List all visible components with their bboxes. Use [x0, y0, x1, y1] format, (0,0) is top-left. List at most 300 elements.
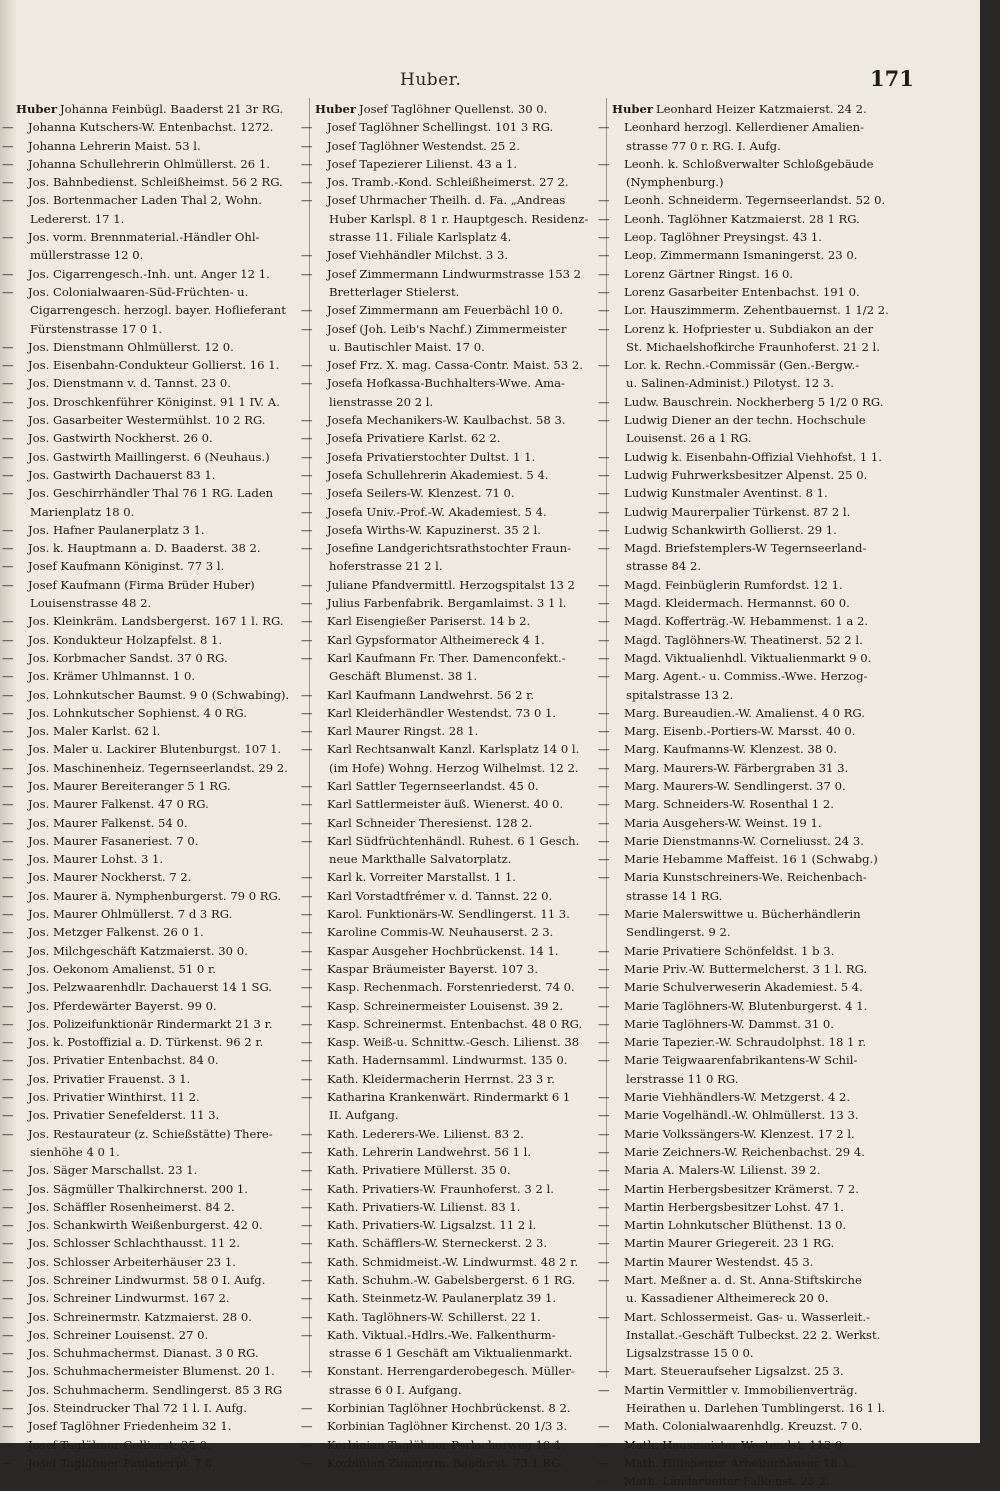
ditto-dash: — [2, 760, 14, 775]
entry-text: hoferstrasse 21 2 l. [329, 559, 443, 574]
entry-text: Kaspar Ausgeher Hochbrückenst. 14 1. [327, 943, 559, 958]
ditto-dash: — [598, 1273, 610, 1287]
ditto-dash: — [598, 1144, 610, 1159]
surname-heading: Huber [16, 102, 57, 116]
ditto-dash: — [301, 907, 313, 922]
ditto-dash: — [301, 376, 313, 391]
ditto-dash: — [301, 449, 313, 464]
directory-entry [598, 1106, 907, 1124]
ditto-dash: — [2, 449, 14, 464]
entry-continuation [612, 429, 907, 447]
entry-continuation [16, 301, 311, 319]
entry-text: Marie Taglöhners-W. Dammst. 31 0. [624, 1016, 834, 1031]
ditto-dash: — [301, 1126, 313, 1141]
entry-text: Karl Schneider Theresienst. 128 2. [327, 815, 533, 830]
ditto-dash: — [2, 577, 14, 592]
ditto-dash: — [301, 724, 313, 739]
directory-entry [2, 923, 311, 941]
entry-continuation [315, 228, 610, 246]
directory-entry [598, 356, 907, 374]
entry-text: Jos. Schuhmachermst. Dianast. 3 0 RG. [28, 1346, 259, 1361]
ditto-dash: — [2, 815, 14, 830]
directory-entry [598, 612, 907, 630]
directory-entry [2, 429, 311, 447]
directory-entry [2, 1326, 311, 1344]
ditto-dash: — [598, 650, 610, 665]
ditto-dash: — [301, 1455, 313, 1470]
entry-text: Jos. Dienstmann v. d. Tannst. 23 0. [28, 376, 231, 391]
entry-text: Josefine Landgerichtsrathstochter Fraun- [327, 541, 572, 556]
entry-text: Jos. Schreinermstr. Katzmaierst. 28 0. [28, 1309, 252, 1324]
directory-entry [598, 1271, 907, 1289]
entry-text: Jos. Polizeifunktionär Rindermarkt 21 3 r. [28, 1016, 273, 1031]
entry-text: Kasp. Weiß-u. Schnittw.-Gesch. Lilienst. 38 [327, 1035, 580, 1050]
entry-text: Jos. Hafner Paulanerplatz 3 1. [28, 522, 205, 537]
directory-entry [301, 1436, 610, 1454]
ditto-dash: — [301, 1437, 313, 1452]
ditto-dash: — [598, 961, 610, 976]
directory-entry [598, 393, 907, 411]
entry-text: Leop. Taglöhner Preysingst. 43 1. [624, 230, 822, 245]
entry-text: Jos. Säger Marschallst. 23 1. [28, 1163, 198, 1178]
ditto-dash: — [598, 1218, 610, 1233]
ditto-dash: — [301, 321, 313, 336]
directory-entry [2, 356, 311, 374]
surname-heading: Huber [315, 102, 356, 116]
ditto-dash: — [301, 486, 313, 501]
ditto-dash: — [301, 1163, 313, 1178]
entry-text: Maria Kunstschreiners-We. Reichenbach- [624, 870, 867, 885]
entry-text: Marie Teigwaarenfabrikantens-W Schil- [624, 1053, 858, 1068]
directory-entry [598, 631, 907, 649]
entry-text: Marg. Maurers-W. Sendlingerst. 37 0. [624, 778, 846, 793]
directory-entry [2, 1289, 311, 1307]
directory-entry [2, 978, 311, 996]
ditto-dash: — [598, 778, 610, 793]
entry-continuation [16, 594, 311, 612]
ditto-dash: — [301, 1053, 313, 1068]
entry-text: Josef Frz. X. mag. Cassa-Contr. Maist. 53 2. [327, 358, 583, 373]
ditto-dash: — [2, 669, 14, 684]
directory-entry [301, 1088, 610, 1106]
ditto-dash: — [598, 248, 610, 263]
ditto-dash: — [301, 778, 313, 793]
entry-text: Josef Taglöhner Gollierst. 35 0. [28, 1437, 211, 1452]
ditto-dash: — [598, 394, 610, 409]
directory-entry [301, 521, 610, 539]
entry-continuation [612, 1344, 907, 1362]
entry-text: St. Michaelshofkirche Fraunhoferst. 21 2 l. [626, 339, 880, 354]
ditto-dash: — [598, 833, 610, 848]
ditto-dash: — [598, 1309, 610, 1324]
entry-text: Josef Tapezierer Lilienst. 43 a 1. [327, 156, 517, 171]
entry-text: Jos. Korbmacher Sandst. 37 0 RG. [28, 650, 228, 665]
ditto-dash: — [598, 632, 610, 647]
ditto-dash: — [2, 1291, 14, 1306]
entry-text: Jos. Gasarbeiter Westermühlst. 10 2 RG. [28, 413, 266, 428]
entry-text: Martin Herbergsbesitzer Lohst. 47 1. [624, 1199, 844, 1214]
ditto-dash: — [301, 980, 313, 995]
ditto-dash: — [598, 742, 610, 757]
ditto-dash: — [2, 1382, 14, 1397]
ditto-dash: — [2, 339, 14, 354]
ditto-dash: — [598, 266, 610, 281]
entry-text: Karol. Funktionärs-W. Sendlingerst. 11 3. [327, 907, 570, 922]
directory-entry [301, 814, 610, 832]
entry-text: Jos. Privatier Frauenst. 3 1. [28, 1071, 191, 1086]
entry-text: Kath. Schmidmeist.-W. Lindwurmst. 48 2 r. [327, 1254, 579, 1269]
entry-text: Jos. Lohnkutscher Baumst. 9 0 (Schwabing). [28, 687, 290, 702]
ditto-dash: — [598, 1181, 610, 1196]
entry-text: Marie Volkssängers-W. Klenzest. 17 2 l. [624, 1126, 855, 1141]
entry-text: Josef Viehhändler Milchst. 3 3. [327, 248, 509, 263]
entry-text: Marie Privatiere Schönfeldst. 1 b 3. [624, 943, 835, 958]
ditto-dash: — [598, 358, 610, 373]
directory-entry [301, 1326, 610, 1344]
entry-text: Josefa Privatierstochter Dultst. 1 1. [327, 449, 536, 464]
ditto-dash: — [598, 1254, 610, 1269]
entry-text: Jos. Maler Karlst. 62 l. [28, 724, 161, 739]
entry-text: lerstrasse 11 0 RG. [626, 1071, 739, 1086]
ditto-dash: — [598, 522, 610, 537]
directory-entry [301, 1271, 610, 1289]
directory-entry [2, 191, 311, 209]
entry-text: Magd. Briefstemplers-W Tegernseerland- [624, 541, 867, 556]
ditto-dash: — [2, 376, 14, 391]
directory-entry [2, 1436, 311, 1454]
entry-text: Jos. Maurer Nockherst. 7 2. [28, 870, 192, 885]
ditto-dash: — [301, 888, 313, 903]
entry-text: Jos. Gastwirth Maillingerst. 6 (Neuhaus.) [28, 449, 270, 464]
directory-entry [2, 814, 311, 832]
entry-text: Jos. Maurer Lohst. 3 1. [28, 852, 164, 867]
entry-continuation [315, 1106, 610, 1124]
directory-entry [598, 448, 907, 466]
directory-entry [2, 137, 311, 155]
ditto-dash: — [301, 467, 313, 482]
directory-entry [598, 1198, 907, 1216]
directory-entry [301, 1143, 610, 1161]
entry-text: Jos. Schreiner Louisenst. 27 0. [28, 1327, 209, 1342]
directory-entry [301, 612, 610, 630]
ditto-dash: — [301, 1419, 313, 1434]
ditto-dash: — [2, 1199, 14, 1214]
ditto-dash: — [2, 138, 14, 153]
entry-continuation [315, 667, 610, 685]
entry-continuation [16, 210, 311, 228]
entry-text: Kath. Hadernsamml. Lindwurmst. 135 0. [327, 1053, 568, 1068]
ditto-dash: — [598, 614, 610, 629]
ditto-dash: — [2, 833, 14, 848]
entry-text: Jos. Pelzwaarenhdlr. Dachauerst 14 1 SG. [28, 980, 272, 995]
ditto-dash: — [301, 193, 313, 208]
entry-text: Jos. Maurer Ohlmüllerst. 7 d 3 RG. [28, 907, 233, 922]
directory-entry [301, 1198, 610, 1216]
entry-text: Josef Uhrmacher Theilh. d. Fa. „Andreas [327, 193, 566, 208]
ditto-dash: — [2, 1035, 14, 1050]
directory-entry [598, 1015, 907, 1033]
ditto-dash: — [598, 1016, 610, 1031]
ditto-dash: — [301, 596, 313, 611]
directory-entry [301, 301, 610, 319]
entry-continuation [612, 686, 907, 704]
entry-continuation [16, 1143, 311, 1161]
ditto-dash: — [2, 1327, 14, 1342]
entry-text: Ledererst. 17 1. [30, 211, 125, 226]
entry-text: spitalstrasse 13 2. [626, 687, 734, 702]
entry-continuation [315, 283, 610, 301]
ditto-dash: — [301, 1181, 313, 1196]
entry-continuation [612, 137, 907, 155]
directory-entry [301, 832, 610, 850]
ditto-dash: — [2, 1016, 14, 1031]
entry-text: Magd. Kleidermach. Hermannst. 60 0. [624, 596, 850, 611]
ditto-dash: — [2, 1071, 14, 1086]
ditto-dash: — [2, 1163, 14, 1178]
entry-text: Karl Rechtsanwalt Kanzl. Karlsplatz 14 0 l. [327, 742, 580, 757]
entry-text: Jos. Schreiner Lindwurmst. 58 0 I. Aufg. [28, 1273, 266, 1287]
ditto-dash: — [301, 925, 313, 940]
entry-text: Jos. Gastwirth Nockherst. 26 0. [28, 431, 213, 446]
ditto-dash: — [301, 1327, 313, 1342]
directory-entry [301, 1180, 610, 1198]
entry-text: Magd. Kofferträg.-W. Hebammenst. 1 a 2. [624, 614, 869, 629]
entry-text: Kasp. Schreinermeister Louisenst. 39 2. [327, 998, 564, 1013]
ditto-dash: — [301, 156, 313, 171]
directory-entry [2, 557, 311, 575]
ditto-dash: — [598, 1090, 610, 1105]
directory-entry [301, 1399, 610, 1417]
ditto-dash: — [301, 1254, 313, 1269]
entry-text: strasse 6 1 Geschäft am Viktualienmarkt. [329, 1346, 573, 1361]
directory-entry [301, 1289, 610, 1307]
ditto-dash: — [598, 1053, 610, 1068]
ditto-dash: — [2, 614, 14, 629]
ditto-dash: — [2, 687, 14, 702]
ditto-dash: — [2, 394, 14, 409]
entry-text: Leop. Zimmermann Ismaningerst. 23 0. [624, 248, 858, 263]
directory-entry [301, 484, 610, 502]
entry-text: Jos. Privatier Senefelderst. 11 3. [28, 1108, 220, 1123]
entry-text: strasse 14 1 RG. [626, 888, 723, 903]
entry-text: (Nymphenburg.) [626, 175, 724, 190]
entry-text: Math. Hausmeister Westendst. 113 0. [624, 1437, 847, 1452]
directory-entry [301, 704, 610, 722]
directory-entry [598, 539, 907, 557]
ditto-dash: — [598, 669, 610, 684]
ditto-dash: — [598, 1455, 610, 1470]
ditto-dash: — [2, 541, 14, 556]
entry-text: strasse 11. Filiale Karlsplatz 4. [329, 230, 512, 245]
directory-entry [2, 1381, 311, 1399]
ditto-dash: — [598, 193, 610, 208]
ditto-dash: — [301, 431, 313, 446]
ditto-dash: — [2, 120, 14, 135]
ditto-dash: — [301, 614, 313, 629]
directory-entry [301, 320, 610, 338]
entry-text: Leonh. Schneiderm. Tegernseerlandst. 52 0. [624, 193, 886, 208]
entry-text: Josefa Privatiere Karlst. 62 2. [327, 431, 501, 446]
entry-text: Marg. Kaufmanns-W. Klenzest. 38 0. [624, 742, 837, 757]
directory-entry [301, 686, 610, 704]
entry-text: Kath. Privatiers-W. Ligsalzst. 11 2 l. [327, 1218, 537, 1233]
ditto-dash: — [301, 815, 313, 830]
ditto-dash: — [301, 1401, 313, 1416]
ditto-dash: — [301, 961, 313, 976]
entry-text: Jos. Restaurateur (z. Schießstätte) There- [28, 1126, 273, 1141]
entry-text: Kath. Kleidermacherin Herrnst. 23 3 r. [327, 1071, 555, 1086]
entry-text: Marie Hebamme Maffeist. 16 1 (Schwabg.) [624, 852, 878, 867]
entry-text: strasse 6 0 I. Aufgang. [329, 1382, 462, 1397]
directory-entry [301, 246, 610, 264]
directory-entry [598, 722, 907, 740]
ditto-dash: — [301, 870, 313, 885]
ditto-dash: — [2, 156, 14, 171]
ditto-dash: — [598, 230, 610, 245]
directory-entry [598, 1143, 907, 1161]
ditto-dash: — [598, 815, 610, 830]
directory-entry [598, 1308, 907, 1326]
entry-text: (im Hofe) Wohng. Herzog Wilhelmst. 12 2. [329, 760, 579, 775]
ditto-dash: — [598, 870, 610, 885]
entry-text: Josefa Seilers-W. Klenzest. 71 0. [327, 486, 515, 501]
ditto-dash: — [598, 1382, 610, 1397]
entry-text: Kath. Lederers-We. Lilienst. 83 2. [327, 1126, 524, 1141]
entry-text: Sendlingerst. 9 2. [626, 925, 731, 940]
directory-entry [2, 631, 311, 649]
directory-entry [612, 100, 907, 118]
ditto-dash: — [2, 778, 14, 793]
directory-entry [2, 173, 311, 191]
ditto-dash: — [301, 303, 313, 318]
directory-entry [301, 1253, 610, 1271]
entry-text: Konstant. Herrengarderobegesch. Müller- [327, 1364, 575, 1379]
entry-text: Marie Zeichners-W. Reichenbachst. 29 4. [624, 1144, 865, 1159]
entry-continuation [315, 557, 610, 575]
directory-entry [301, 1308, 610, 1326]
entry-continuation [612, 1070, 907, 1088]
entry-continuation [315, 210, 610, 228]
directory-entry [2, 1234, 311, 1252]
entry-text: Jos. Milchgeschäft Katzmaierst. 30 0. [28, 943, 248, 958]
directory-entry [598, 868, 907, 886]
directory-entry [598, 1216, 907, 1234]
ditto-dash: — [598, 541, 610, 556]
entry-text: Johanna Schullehrerin Ohlmüllerst. 26 1. [28, 156, 270, 171]
ditto-dash: — [2, 1218, 14, 1233]
ditto-dash: — [301, 1236, 313, 1251]
directory-entry [2, 1161, 311, 1179]
ditto-dash: — [2, 852, 14, 867]
ditto-dash: — [598, 998, 610, 1013]
directory-entry [598, 1472, 907, 1490]
directory-entry [2, 393, 311, 411]
directory-entry [2, 795, 311, 813]
entry-text: u. Salinen-Administ.) Pilotyst. 12 3. [626, 376, 834, 391]
directory-entry [301, 997, 610, 1015]
directory-entry [2, 686, 311, 704]
directory-entry [598, 942, 907, 960]
directory-entry [2, 997, 311, 1015]
page-number: 171 [870, 66, 914, 91]
ditto-dash: — [301, 632, 313, 647]
entry-text: Jos. Maurer ä. Nymphenburgerst. 79 0 RG. [28, 888, 282, 903]
entry-text: Josef Zimmermann am Feuerbächl 10 0. [327, 303, 564, 318]
entry-text: Maria A. Malers-W. Lilienst. 39 2. [624, 1163, 821, 1178]
entry-text: strasse 84 2. [626, 559, 702, 574]
directory-entry [2, 155, 311, 173]
directory-entry [598, 1253, 907, 1271]
directory-entry [301, 1033, 610, 1051]
ditto-dash: — [301, 266, 313, 281]
ditto-dash: — [2, 1090, 14, 1105]
ditto-dash: — [2, 230, 14, 245]
directory-entry [301, 960, 610, 978]
entry-text: Jos. Maschinenheiz. Tegernseerlandst. 29 2. [28, 760, 288, 775]
directory-entry [2, 1198, 311, 1216]
entry-text: Jos. Schreiner Lindwurmst. 167 2. [28, 1291, 230, 1306]
entry-text: strasse 77 0 r. RG. I. Aufg. [626, 138, 781, 153]
directory-entry [598, 649, 907, 667]
entry-text: Jos. Gastwirth Dachauerst 83 1. [28, 467, 216, 482]
ditto-dash: — [598, 1035, 610, 1050]
entry-text: Ludwig Schankwirth Gollierst. 29 1. [624, 522, 837, 537]
ditto-dash: — [301, 1144, 313, 1159]
entry-continuation [612, 557, 907, 575]
entry-text: Jos. Bahnbedienst. Schleißheimst. 56 2 RG. [28, 175, 283, 190]
directory-entry [598, 905, 907, 923]
entry-text: Korbinian Zimmerm. Baaderst. 73 1 RG. [327, 1455, 564, 1470]
entry-continuation [612, 923, 907, 941]
entry-text: Josef Taglöhner Friedenheim 32 1. [28, 1419, 232, 1434]
directory-entry [301, 429, 610, 447]
ditto-dash: — [2, 1236, 14, 1251]
entry-text: neue Markthalle Salvatorplatz. [329, 852, 512, 867]
entry-text: Marie Tapezier.-W. Schraudolphst. 18 1 r. [624, 1035, 867, 1050]
entry-continuation [612, 887, 907, 905]
entry-text: Karl Sattlermeister äuß. Wienerst. 40 0. [327, 797, 564, 812]
ditto-dash: — [2, 284, 14, 299]
directory-entry [301, 539, 610, 557]
ditto-dash: — [598, 577, 610, 592]
ditto-dash: — [301, 650, 313, 665]
ditto-dash: — [301, 1364, 313, 1379]
ditto-dash: — [2, 980, 14, 995]
entry-text: Martin Maurer Westendst. 45 3. [624, 1254, 814, 1269]
entry-text: Jos. Colonialwaaren-Süd-Früchten- u. [28, 284, 249, 299]
ditto-dash: — [598, 467, 610, 482]
ditto-dash: — [598, 211, 610, 226]
directory-entry [301, 466, 610, 484]
entry-text: Louisenst. 26 a 1 RG. [626, 431, 752, 446]
directory-entry [2, 887, 311, 905]
directory-entry [315, 100, 610, 118]
entry-text: Lor. k. Rechn.-Commissär (Gen.-Bergw.- [624, 358, 860, 373]
ditto-dash: — [301, 175, 313, 190]
directory-entry [598, 1362, 907, 1380]
directory-entry [2, 576, 311, 594]
entry-text: Julius Farbenfabrik. Bergamlaimst. 3 1 l. [327, 596, 567, 611]
ditto-dash: — [2, 1437, 14, 1452]
entry-text: Jos. Eisenbahn-Condukteur Gollierst. 16 1. [28, 358, 280, 373]
entry-text: Josefa Wirths-W. Kapuzinerst. 35 2 l. [327, 522, 541, 537]
column-left [2, 100, 311, 1470]
ditto-dash: — [2, 724, 14, 739]
entry-continuation [315, 1344, 610, 1362]
entry-text: Josefa Hofkassa-Buchhalters-Wwe. Ama- [327, 376, 565, 391]
entry-text: Jos. Kondukteur Holzapfelst. 8 1. [28, 632, 223, 647]
directory-entry [598, 777, 907, 795]
